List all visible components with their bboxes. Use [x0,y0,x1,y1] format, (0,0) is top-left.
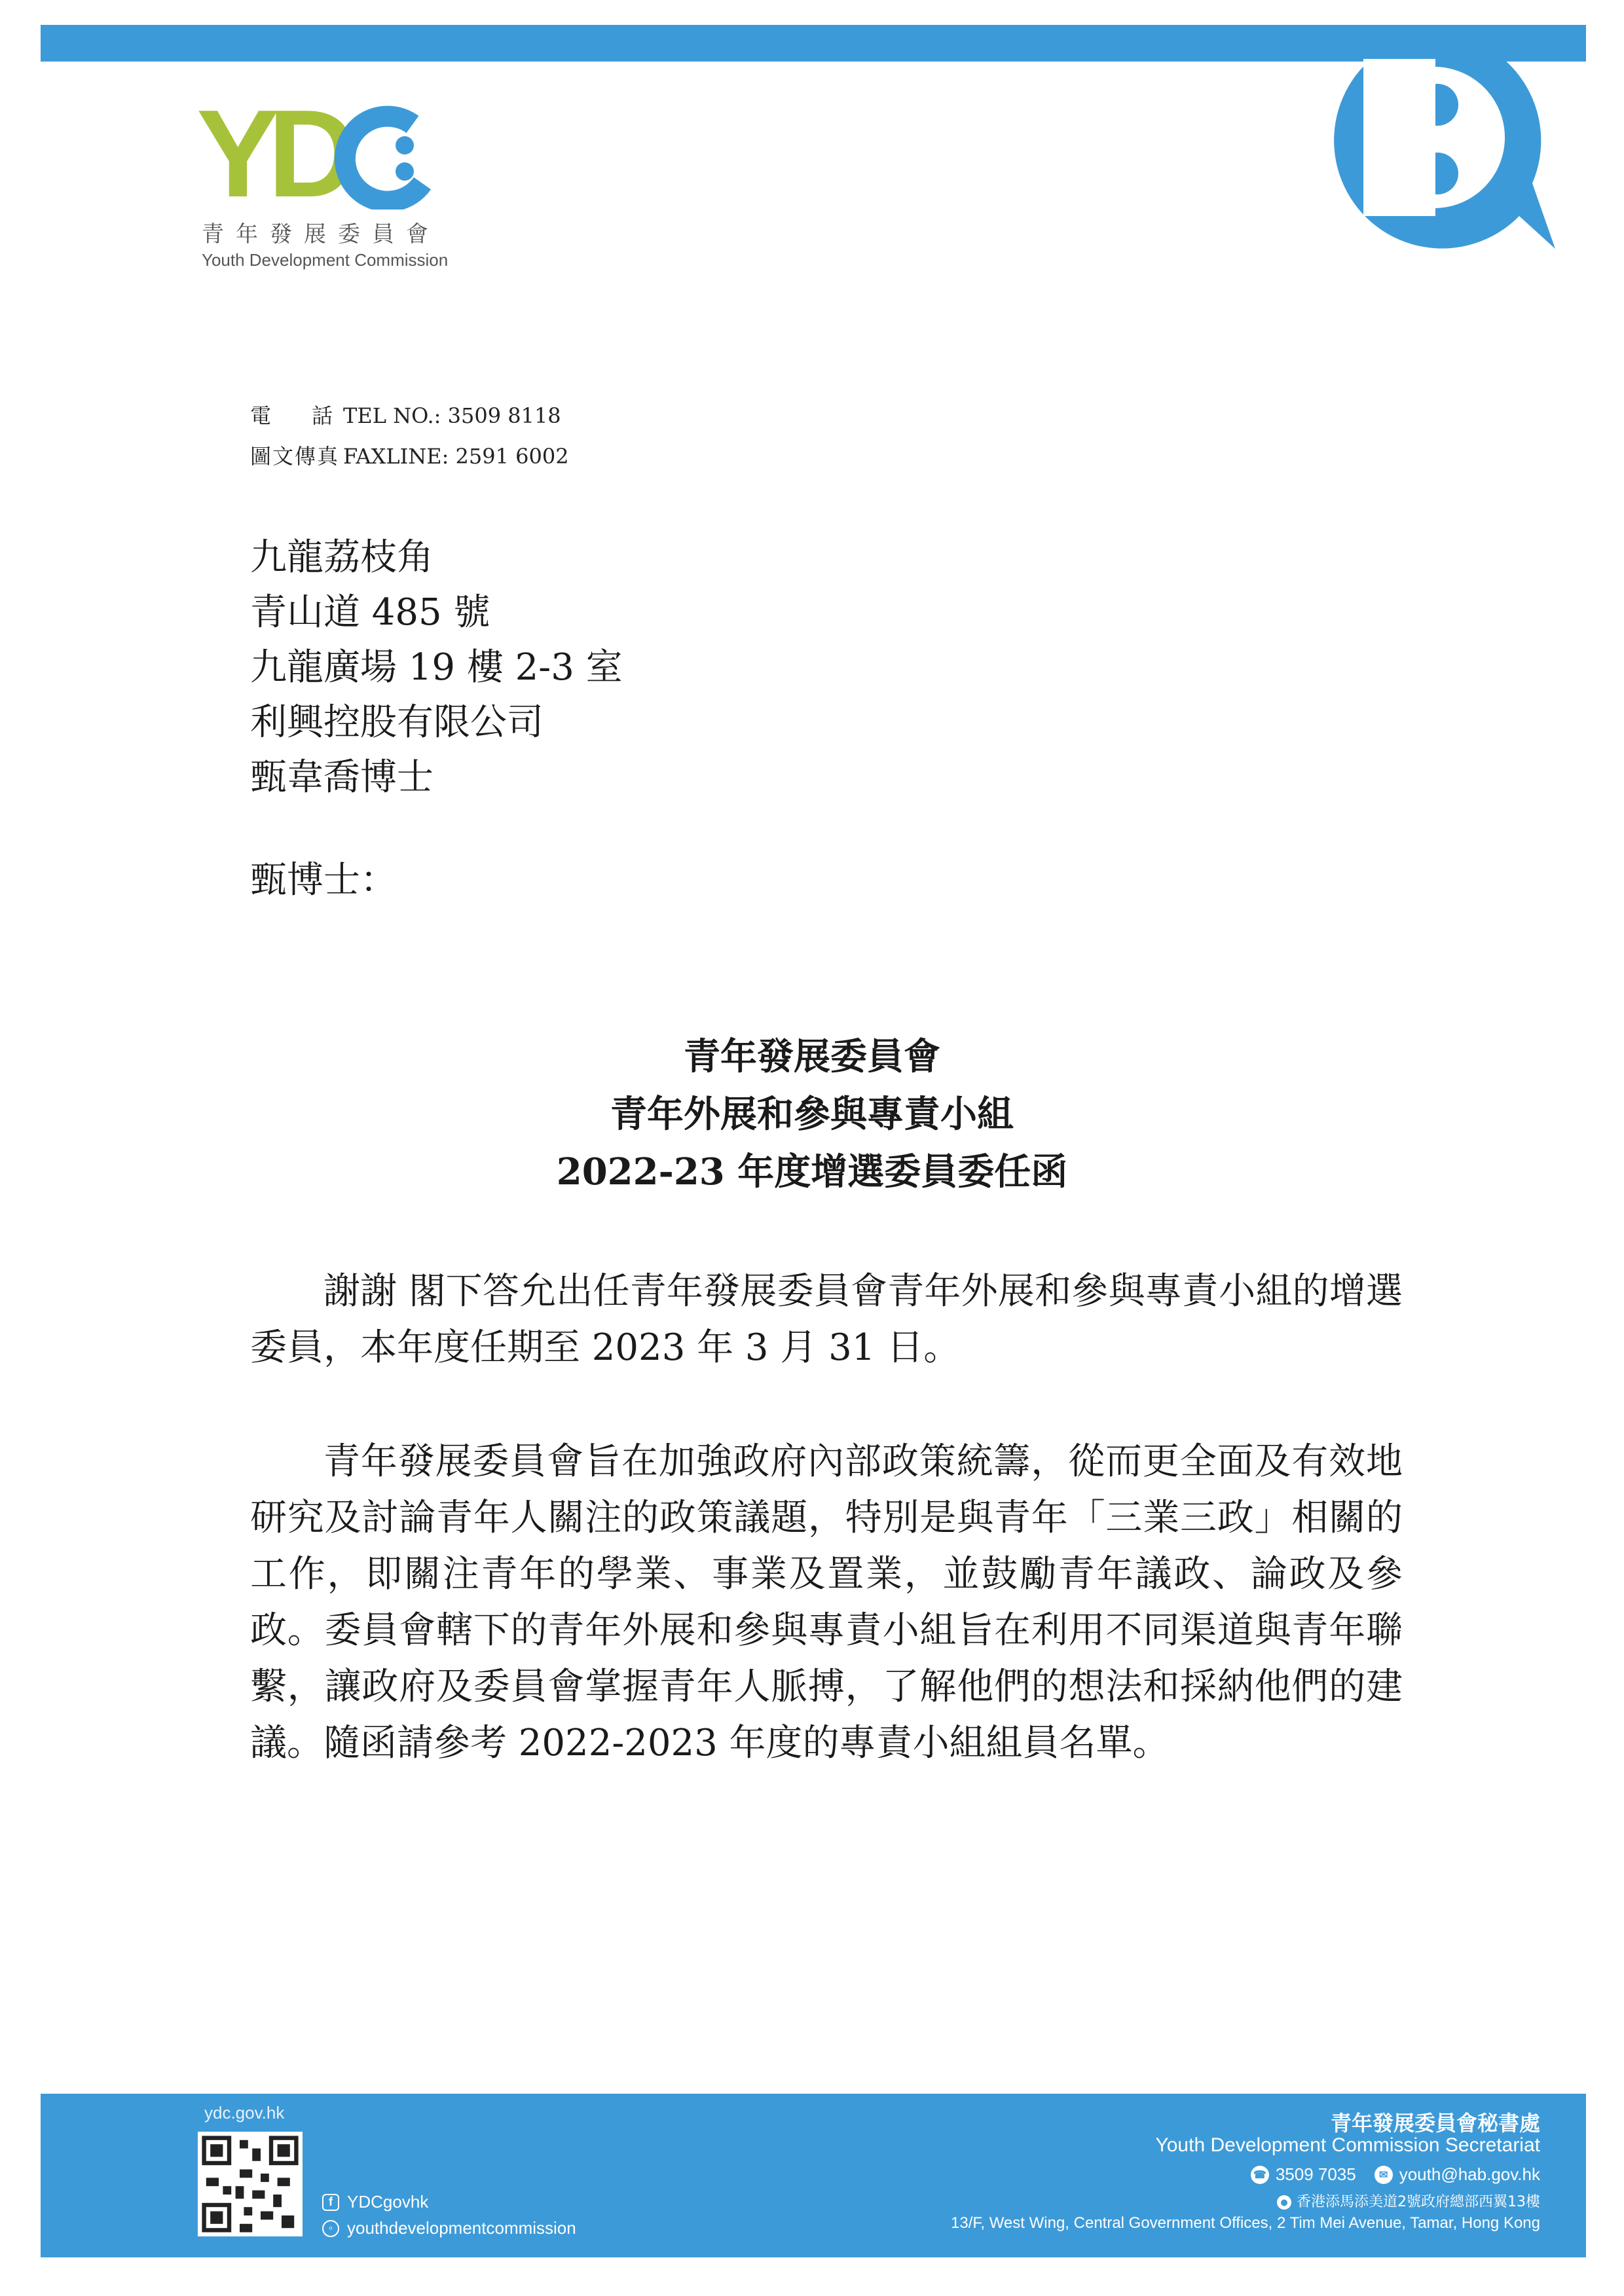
facebook-handle: YDCgovhk [347,2192,429,2212]
instagram-icon: ◦ [322,2220,339,2237]
facebook-icon: f [322,2194,339,2211]
footer-band [41,2094,1586,2257]
body-paragraph-2: 青年發展委員會旨在加強政府內部政策統籌，從而更全面及有效地研究及討論青年人關注的政策議題，特別是與青年「三業三政」相關的工作，即關注青年的學業、事業及置業，並鼓勵青年議政、論政及參政。委員會轄下的青年外展和參與專責小組旨在利用不同渠道與青年聯繫，讓政府及委員會掌握青年人脈搏，了解他們的想法和採納他們的建議。隨函請參考 2022-2023 年度的專責小組組員名單。 [250,1440,1403,1764]
logo-org-name-en: Youth Development Commission [202,250,449,270]
contact-fax-line [250,440,569,470]
footer-secretariat-zh: 青年發展委員會秘書處 [1330,2111,1540,2136]
title-line-2: 青年外展和參與專責小組 [610,1093,1014,1136]
footer-instagram[interactable] [322,2218,576,2238]
title-line-1: 青年發展委員會 [684,1035,940,1078]
footer-address-zh-text: 香港添馬添美道2號政府總部西翼13樓 [1297,2194,1540,2210]
address-line: 利興控股有限公司 [250,701,544,744]
footer-secretariat-en: Youth Development Commission Secretariat [1155,2134,1540,2156]
letter-title [0,1028,1624,1201]
address-line: 九龍荔枝角 [250,536,434,579]
instagram-handle: youthdevelopmentcommission [347,2218,576,2238]
fax-value: FAXLINE: 2591 6002 [343,444,569,469]
title-line-3: 2022-23 年度增選委員委任函 [556,1150,1068,1194]
footer-website-link[interactable]: ydc.gov.hk [204,2103,285,2123]
footer-address-zh [1277,2191,1540,2211]
body-paragraph-1: 謝謝 閣下答允出任青年發展委員會青年外展和參與專責小組的增選委員，本年度任期至 2023 年 3 月 31 日。 [250,1270,1403,1369]
footer-contacts [1251,2164,1540,2185]
fax-label: 圖文傳真 [250,444,340,469]
address-line: 青山道 485 號 [250,591,490,634]
location-pin-icon: ● [1277,2195,1291,2210]
address-line: 九龍廣場 19 樓 2-3 室 [250,646,623,689]
footer-email[interactable] [1375,2164,1540,2185]
tel-value: TEL NO.: 3509 8118 [343,403,561,428]
contact-tel-line [250,399,561,429]
phone-icon: ☎ [1251,2166,1269,2184]
footer-phone[interactable] [1251,2164,1356,2185]
ydc-logo [196,98,471,282]
address-line: 甄韋喬博士 [250,756,434,799]
logo-org-name-zh: 青年發展委員會 [202,221,440,247]
tel-label: 電話 [250,403,374,428]
recipient-address [250,530,623,805]
footer-email-address: youth@hab.gov.hk [1399,2164,1540,2184]
ydc-mark-graphic [1303,20,1565,268]
footer-address-en: 13/F, West Wing, Central Government Offices, 2 Tim Mei Avenue, Tamar, Hong Kong [951,2214,1540,2232]
email-icon: ✉ [1375,2166,1393,2184]
ydc-logo-icon [196,98,471,210]
footer-phone-number: 3509 7035 [1275,2164,1356,2184]
salutation: 甄博士： [250,859,397,902]
footer-facebook[interactable] [322,2192,428,2212]
svg-text:YD: YD [196,98,346,210]
qr-code-icon [198,2132,303,2236]
